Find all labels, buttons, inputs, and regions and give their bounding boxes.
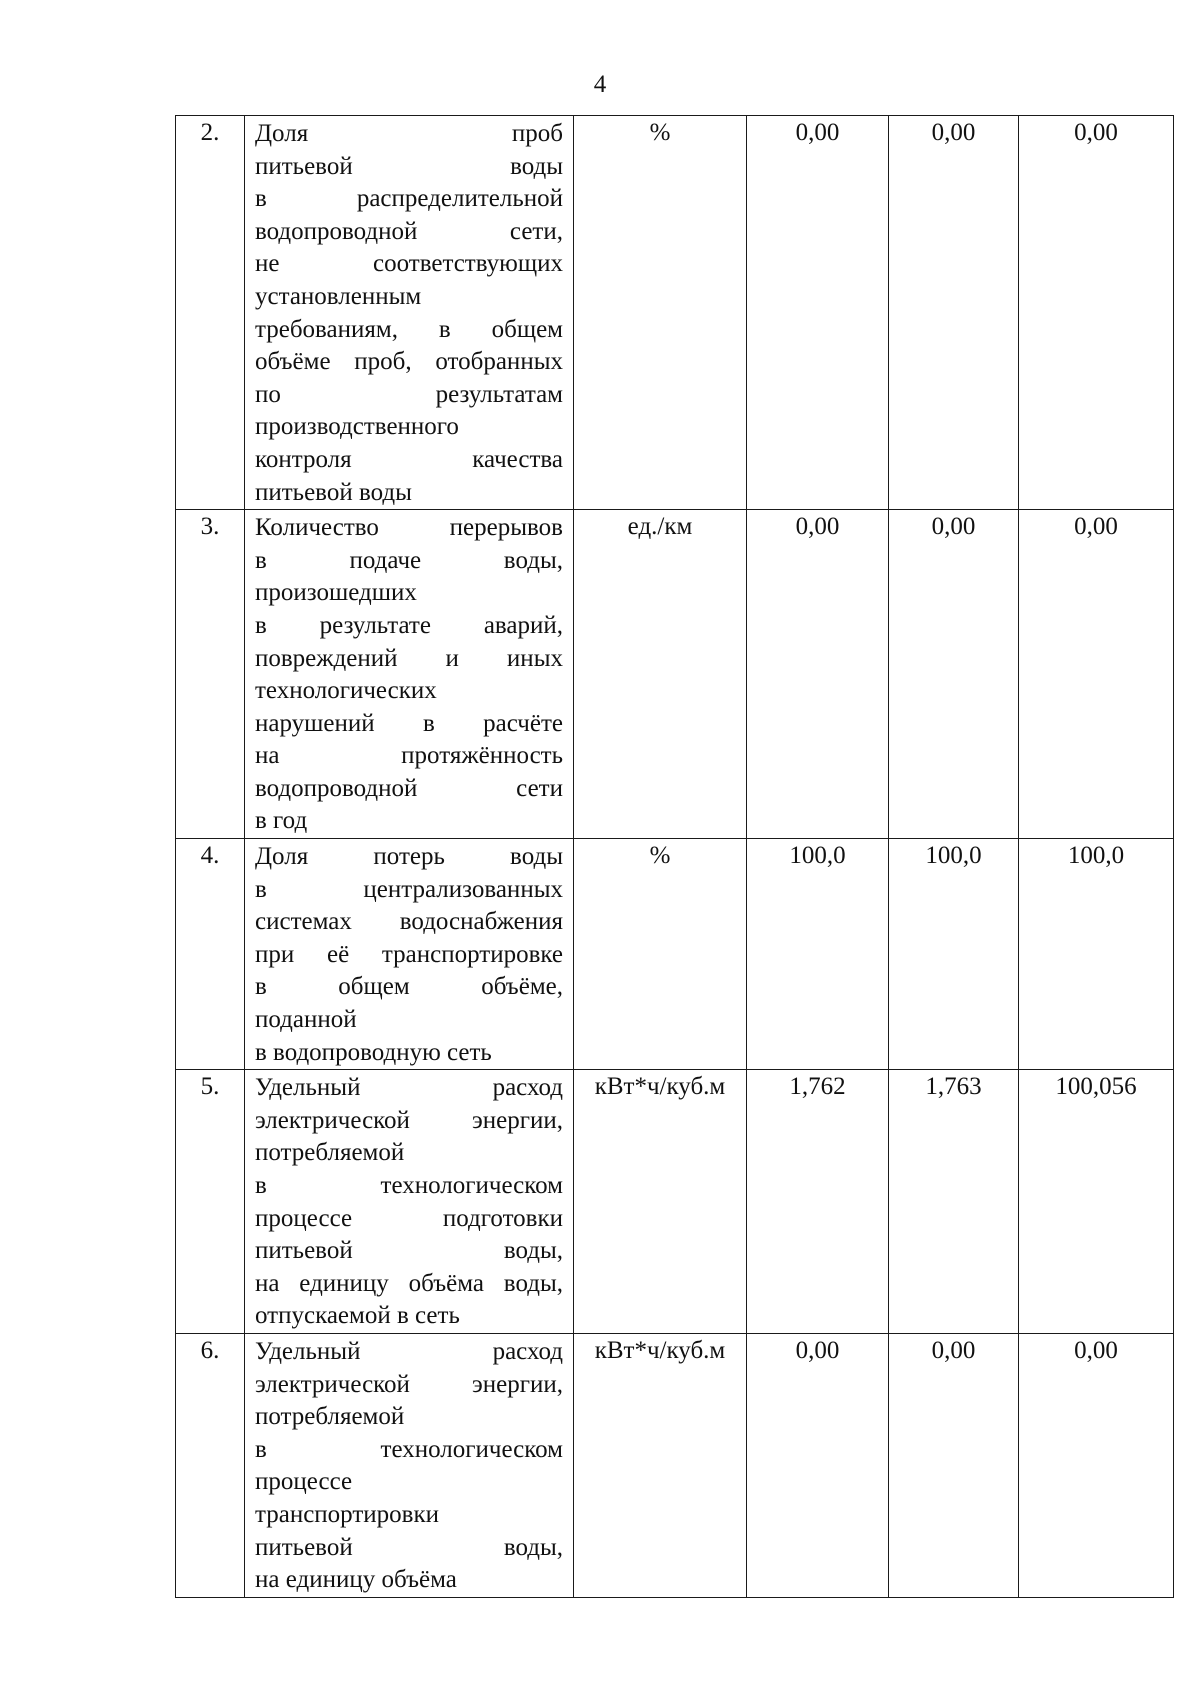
value-cell-2: 0,00	[889, 116, 1019, 510]
indicator-name-line: Доля потерь воды	[255, 843, 563, 871]
unit-cell: %	[574, 116, 747, 510]
value-cell-2: 1,763	[889, 1070, 1019, 1334]
indicator-name-line: в технологическом	[255, 1172, 563, 1199]
indicator-name-line: при её транспортировке	[255, 940, 563, 968]
indicator-name-line: потребляемой	[255, 1139, 405, 1167]
table-row	[176, 116, 1174, 510]
table-row	[176, 839, 1174, 1070]
unit-cell: %	[574, 839, 747, 1070]
indicator-name-line: произошедших	[255, 579, 417, 607]
indicator-name-line: на единицу объёма	[255, 1566, 457, 1594]
value-cell-1: 0,00	[747, 116, 889, 510]
page-number: 4	[593, 71, 607, 98]
indicator-name-line: поданной	[255, 1006, 357, 1034]
indicator-name-line: требованиям, в общем	[255, 315, 563, 343]
indicator-name-line: в технологическом	[255, 1435, 563, 1463]
value-cell-3: 100,056	[1019, 1070, 1174, 1334]
value-cell-2: 0,00	[889, 510, 1019, 839]
indicator-name-line: электрической энергии,	[255, 1370, 563, 1398]
indicator-name-line: питьевой воды	[255, 478, 412, 506]
indicator-name-line: процессе	[255, 1468, 353, 1496]
indicator-name-line: водопроводной сети,	[255, 217, 563, 245]
indicator-name-line: транспортировки	[255, 1500, 439, 1528]
indicator-name-line: производственного	[255, 413, 459, 441]
indicator-name-line: Количество перерывов	[255, 514, 563, 542]
value-cell-3: 100,0	[1019, 839, 1174, 1070]
row-number: 4.	[176, 839, 245, 1070]
indicator-name-line: в централизованных	[255, 875, 563, 903]
value-cell-1: 100,0	[747, 839, 889, 1070]
indicator-name	[245, 510, 574, 839]
indicator-name-line: отпускаемой в сеть	[255, 1302, 460, 1330]
indicator-name	[245, 1070, 574, 1334]
indicator-name-line: контроля качества	[255, 445, 563, 473]
indicator-name-line: в водопроводную сеть	[255, 1038, 492, 1066]
indicator-name-line: потребляемой	[255, 1403, 405, 1431]
indicator-name-line: питьевой воды,	[255, 1237, 563, 1265]
row-number: 6.	[176, 1333, 245, 1597]
indicator-name-line: объёме проб, отобранных	[255, 348, 563, 376]
indicator-name-line: в год	[255, 807, 308, 835]
indicator-name-line: установленным	[255, 282, 422, 310]
indicator-name-line: в подаче воды,	[255, 546, 563, 574]
indicator-name-line: в общем объёме,	[255, 973, 563, 1001]
indicator-name-line: системах водоснабжения	[255, 908, 563, 936]
indicators-table	[175, 115, 1174, 1598]
indicator-name-line: Удельный расход	[255, 1074, 563, 1102]
indicator-name	[245, 1333, 574, 1597]
row-number: 3.	[176, 510, 245, 839]
table-row	[176, 1333, 1174, 1597]
value-cell-2: 0,00	[889, 1333, 1019, 1597]
indicator-name-line: Удельный расход	[255, 1337, 563, 1365]
indicator-name-line: на единицу объёма воды,	[255, 1269, 563, 1297]
row-number: 2.	[176, 116, 245, 510]
table-row	[176, 1070, 1174, 1334]
unit-cell: кВт*ч/куб.м	[574, 1070, 747, 1334]
value-cell-2: 100,0	[889, 839, 1019, 1070]
indicator-name-line: питьевой воды,	[255, 1533, 563, 1561]
indicator-name-line: нарушений в расчёте	[255, 709, 563, 737]
indicator-name-line: в результате аварий,	[255, 611, 563, 639]
indicator-name-line: электрической энергии,	[255, 1106, 563, 1134]
value-cell-3: 0,00	[1019, 510, 1174, 839]
indicator-name-line: повреждений и иных	[255, 644, 563, 672]
table-row	[176, 510, 1174, 839]
indicator-name-line: питьевой воды	[255, 152, 563, 180]
value-cell-3: 0,00	[1019, 1333, 1174, 1597]
indicator-name-line: на протяжённость	[255, 742, 563, 770]
indicators-table-body	[176, 116, 1174, 1598]
indicator-name-line: Доля проб	[255, 120, 563, 147]
indicator-name-line: в распределительной	[255, 185, 563, 213]
indicator-name-line: по результатам	[255, 380, 563, 408]
row-number: 5.	[176, 1070, 245, 1334]
value-cell-3: 0,00	[1019, 116, 1174, 510]
unit-cell: ед./км	[574, 510, 747, 839]
value-cell-1: 1,762	[747, 1070, 889, 1334]
indicator-name-line: водопроводной сети	[255, 774, 563, 802]
unit-cell: кВт*ч/куб.м	[574, 1333, 747, 1597]
value-cell-1: 0,00	[747, 510, 889, 839]
indicator-name-line: технологических	[255, 677, 437, 705]
value-cell-1: 0,00	[747, 1333, 889, 1597]
indicator-name-line: процессе подготовки	[255, 1204, 563, 1232]
indicator-name-line: не соответствующих	[255, 250, 563, 278]
indicator-name	[245, 116, 574, 510]
indicator-name	[245, 839, 574, 1070]
